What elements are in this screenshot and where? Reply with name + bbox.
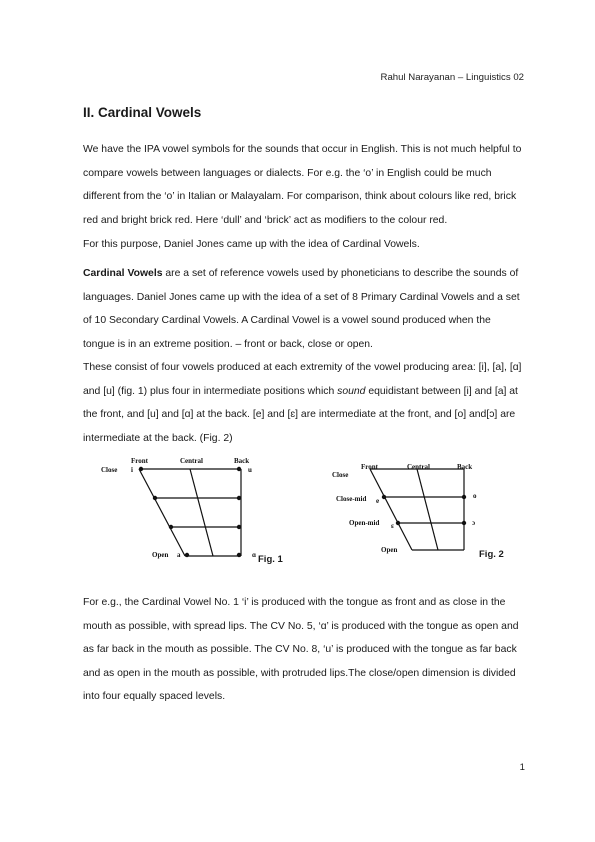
- fig2-label-front: Front: [361, 463, 378, 471]
- fig2-label-central: Central: [407, 463, 430, 471]
- paragraph-purpose: For this purpose, Daniel Jones came up with the idea of Cardinal Vowels.: [83, 239, 420, 250]
- fig2-symbol-o: o: [473, 492, 477, 500]
- fig1-label-central: Central: [180, 457, 203, 465]
- fig2-label-open: Open: [381, 546, 398, 554]
- fig1-label-front: Front: [131, 457, 148, 465]
- fig1-front-line: [139, 469, 185, 556]
- fig2-label-openmid: Open-mid: [349, 519, 380, 527]
- fig2-caption: Fig. 2: [479, 549, 504, 560]
- paragraph-ipa-intro: We have the IPA vowel symbols for the sounds that occur in English. This is not much helpful to compare vowels between languages or dialects. For e.g. the ‘o’ in English could be much different from the ‘o’ in Italian or Malayalam. For comparison, think about colours like red, brick red and bright brick red. Here ‘dull’ and ‘brick’ act as modifiers to the colour red.: [83, 144, 522, 226]
- fig2-dot-e: [382, 495, 386, 499]
- fig2-label-back: Back: [457, 463, 473, 471]
- paragraph-definition: [83, 262, 523, 356]
- fig1-label-close: Close: [101, 466, 118, 474]
- fig2-dot-eps: [396, 521, 400, 525]
- fig2-label-closemid: Close-mid: [336, 495, 367, 503]
- fig1-symbol-i: i: [131, 466, 133, 474]
- running-header: Rahul Narayanan – Linguistics 02: [380, 72, 524, 83]
- fig1-caption: Fig. 1: [258, 554, 283, 565]
- figure-2-vowel-quadrilateral: [327, 455, 527, 570]
- fig2-central-line: [417, 469, 438, 550]
- fig2-symbol-e: e: [376, 497, 380, 505]
- fig1-central-line: [190, 469, 213, 556]
- emphasis-sound: sound: [337, 385, 366, 397]
- page-number: 1: [519, 762, 525, 773]
- fig1-dot-closemid-front: [153, 496, 157, 500]
- fig2-label-close: Close: [332, 471, 349, 479]
- fig1-label-open: Open: [152, 551, 169, 559]
- fig1-symbol-a: a: [177, 551, 181, 559]
- fig2-symbol-eps: ɛ: [391, 522, 394, 530]
- para4-text-b: equidistant between [i] and [a] at the front, and [u] and [ɑ] at the back. [e] and [ɛ] are intermediate at the front, and [o] and[ɔ] are intermediate at the back. (Fig. 2): [83, 385, 518, 444]
- fig1-dot-u: [237, 467, 241, 471]
- term-cardinal-vowels: Cardinal Vowels: [83, 268, 163, 279]
- paragraph-examples: For e.g., the Cardinal Vowel No. 1 ‘i’ is produced with the tongue as front and as close in the mouth as possible, with spread lips. The CV No. 5, ‘ɑ’ is produced with the tongue as open and as far back in the mouth as possible. The CV No. 8, ‘u’ is produced with the tongue as far back and as open in the mouth as possible, with protruded lips.The close/open dimension is divided into four equally spaced levels.: [83, 597, 519, 702]
- fig2-front-line: [370, 469, 412, 550]
- fig1-dot-closemid-back: [237, 496, 241, 500]
- fig1-symbol-u: u: [248, 466, 252, 474]
- fig1-symbol-ah: ɑ: [252, 551, 257, 559]
- fig1-dot-openmid-front: [169, 525, 173, 529]
- definition-text: are a set of reference vowels used by phoneticians to describe the sounds of languages. Daniel Jones came up with the idea of a set of 8 Primary Cardinal Vowels and a set of 10 Secondary Cardinal Vowels. A Cardinal Vowel is a vowel sound produced when the tongue is in an extreme position. – front or back, close or open.: [83, 268, 520, 350]
- fig1-dot-ah: [237, 553, 241, 557]
- fig1-dot-i: [139, 467, 143, 471]
- fig2-dot-o: [462, 495, 466, 499]
- fig1-dot-openmid-back: [237, 525, 241, 529]
- section-title: II. Cardinal Vowels: [83, 105, 202, 120]
- para4-text-a: These consist of four vowels produced at each extremity of the vowel producing area: [i], [a], [ɑ] and [u] (fig. 1) plus four in intermediate positions which: [83, 362, 522, 397]
- paragraph-four-vowels: [83, 356, 523, 450]
- fig2-symbol-oo: ɔ: [472, 519, 476, 527]
- fig1-label-back: Back: [234, 457, 250, 465]
- fig1-dot-a: [185, 553, 189, 557]
- figure-1-vowel-quadrilateral: [97, 455, 297, 575]
- fig2-dot-oo: [462, 521, 466, 525]
